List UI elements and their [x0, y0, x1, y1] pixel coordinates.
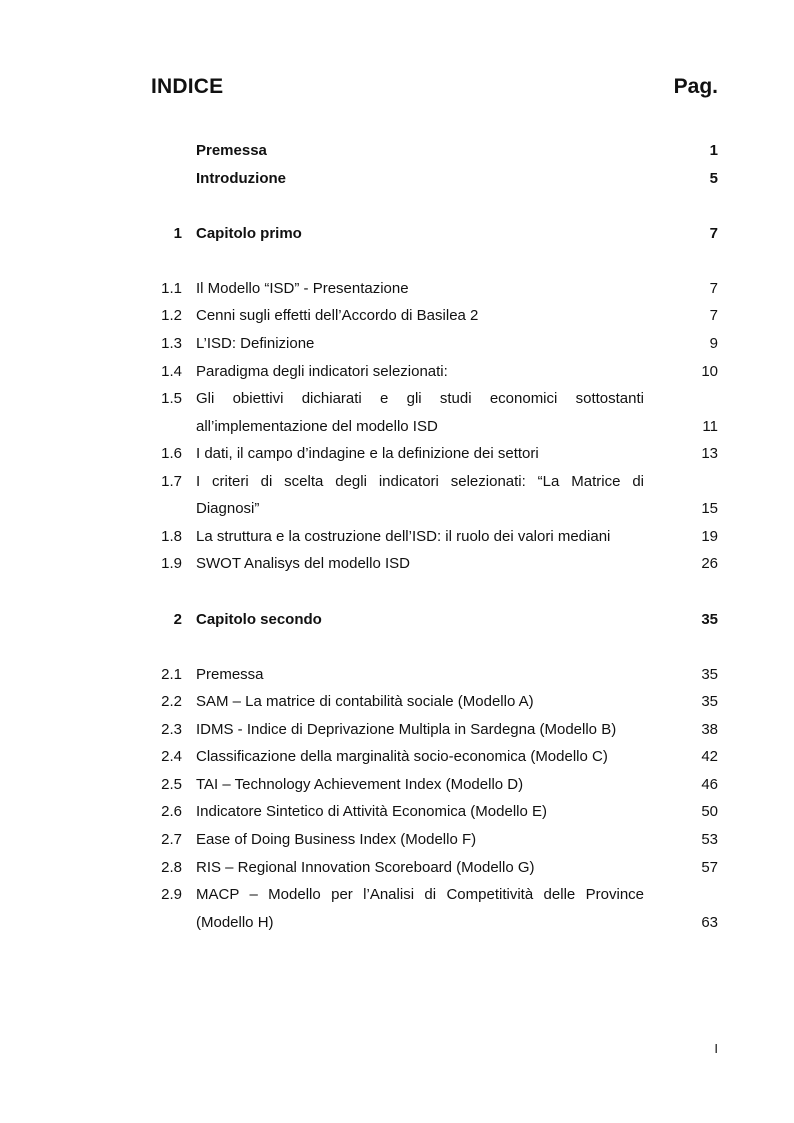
toc-entry-title: Ease of Doing Business Index (Modello F)	[196, 831, 477, 848]
toc-entry-page: 38	[701, 721, 718, 738]
toc-entry-title-line2: (Modello H)	[196, 914, 274, 931]
toc-entry-page: 9	[709, 335, 718, 352]
toc-entry-title: IDMS - Indice di Deprivazione Multipla in Sardegna (Modello B)	[196, 721, 617, 738]
toc-entry-page: 7	[709, 307, 718, 324]
toc-entry-page: 26	[701, 555, 718, 572]
toc-entry-number: 2.1	[161, 666, 182, 683]
toc-entry-title: Il Modello “ISD” - Presentazione	[196, 280, 409, 297]
toc-entry-title: Capitolo primo	[196, 225, 302, 242]
toc-entry-page: 15	[701, 500, 718, 517]
toc-entry-title: Classificazione della marginalità socio-economica (Modello C)	[196, 748, 608, 765]
toc-entry-number: 2.7	[161, 831, 182, 848]
toc-entry-title: Indicatore Sintetico di Attività Economica (Modello E)	[196, 803, 547, 820]
toc-entry-title: SWOT Analisys del modello ISD	[196, 555, 410, 572]
toc-entry-number: 1.7	[161, 473, 182, 490]
toc-entry-page: 35	[701, 611, 718, 628]
toc-entry-page: 10	[701, 363, 718, 380]
toc-entry-number: 2.3	[161, 721, 182, 738]
toc-entry-title: Paradigma degli indicatori selezionati:	[196, 363, 448, 380]
toc-entry-title: L’ISD: Definizione	[196, 335, 315, 352]
toc-entry-number: 1.3	[161, 335, 182, 352]
toc-entry-title: SAM – La matrice di contabilità sociale (Modello A)	[196, 693, 534, 710]
toc-entry-page: 35	[701, 693, 718, 710]
toc-entry-number: 2.5	[161, 776, 182, 793]
toc-entry-title: Capitolo secondo	[196, 611, 322, 628]
toc-entry-page: 53	[701, 831, 718, 848]
toc-entry-page: 5	[709, 170, 718, 187]
index-heading: INDICE	[151, 75, 224, 98]
toc-entry-page: 19	[701, 528, 718, 545]
toc-entry-number: 1.4	[161, 363, 182, 380]
toc-entry-title: RIS – Regional Innovation Scoreboard (Modello G)	[196, 859, 535, 876]
toc-entry-title-line2: all’implementazione del modello ISD	[196, 418, 438, 435]
toc-entry-number: 2.8	[161, 859, 182, 876]
toc-entry-title: TAI – Technology Achievement Index (Modello D)	[196, 776, 524, 793]
toc-entry-number: 2.6	[161, 803, 182, 820]
toc-entry-page: 11	[702, 418, 718, 435]
toc-entry-title-line1: Gli obiettivi dichiarati e gli studi economici sottostanti	[196, 390, 644, 407]
toc-entry-title-line2: Diagnosi”	[196, 500, 260, 517]
toc-entry-page: 57	[701, 859, 718, 876]
toc-entry-page: 42	[701, 748, 718, 765]
toc-entry-number: 2.2	[161, 693, 182, 710]
toc-entry-number: 1.5	[161, 390, 182, 407]
toc-entry-title: I dati, il campo d’indagine e la definizione dei settori	[196, 445, 539, 462]
toc-entry-page: 13	[701, 445, 718, 462]
toc-entry-page: 46	[701, 776, 718, 793]
toc-entry-title-line1: MACP – Modello per l’Analisi di Competitività delle Province	[196, 886, 644, 903]
toc-entry-page: 63	[701, 914, 718, 931]
toc-entry-number: 2	[173, 611, 182, 628]
toc-entry-page: 7	[709, 225, 718, 242]
toc-entry-title: Premessa	[196, 142, 267, 159]
toc-entry-page: 1	[709, 142, 718, 159]
toc-entry-title: Premessa	[196, 666, 264, 683]
toc-entry-page: 50	[701, 803, 718, 820]
toc-entry-number: 1.8	[161, 528, 182, 545]
toc-entry-number: 1.2	[161, 307, 182, 324]
toc-entry-title: La struttura e la costruzione dell’ISD: il ruolo dei valori mediani	[196, 528, 611, 545]
toc-entry-title: Cenni sugli effetti dell’Accordo di Basilea 2	[196, 307, 479, 324]
toc-entry-title: Introduzione	[196, 170, 286, 187]
toc-entry-number: 1.9	[161, 555, 182, 572]
page-column-heading: Pag.	[673, 75, 718, 98]
toc-entry-number: 1.6	[161, 445, 182, 462]
toc-entry-page: 35	[701, 666, 718, 683]
footer-page-number: I	[714, 1041, 718, 1056]
toc-entry-page: 7	[709, 280, 718, 297]
toc-entry-title-line1: I criteri di scelta degli indicatori selezionati: “La Matrice di	[196, 473, 644, 490]
toc-entry-number: 1.1	[161, 280, 182, 297]
toc-entry-number: 1	[173, 225, 182, 242]
toc-entry-number: 2.9	[161, 886, 182, 903]
toc-entry-number: 2.4	[161, 748, 182, 765]
